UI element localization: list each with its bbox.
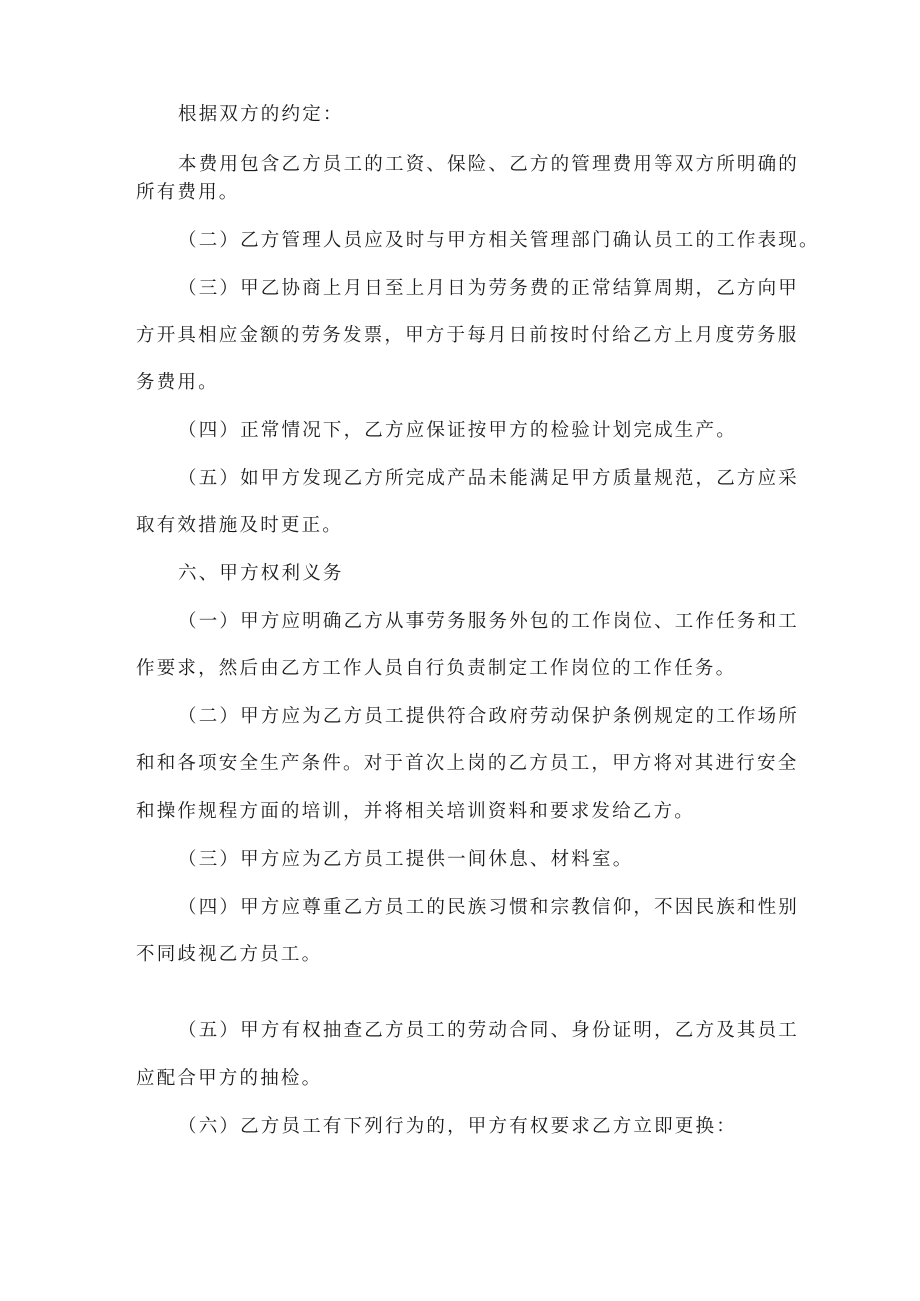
paragraph-5-line-1: （四）正常情况下，乙方应保证按甲方的检验计划完成生产。 — [178, 420, 737, 441]
paragraph-4-line-2: 方开具相应金额的劳务发票，甲方于每月日前按时付给乙方上月度劳务服 — [136, 325, 799, 346]
paragraph-9-line-1: （二）甲方应为乙方员工提供符合政府劳动保护条例规定的工作场所 — [178, 706, 800, 727]
paragraph-6-line-1: （五）如甲方发现乙方所完成产品未能满足甲方质量规范，乙方应采 — [178, 468, 800, 489]
paragraph-9-line-3: 和操作规程方面的培训，并将相关培训资料和要求发给乙方。 — [136, 801, 695, 822]
paragraph-11-line-2: 不同歧视乙方员工。 — [136, 944, 323, 965]
section-heading-six: 六、甲方权利义务 — [178, 563, 344, 584]
paragraph-2-line-1: 本费用包含乙方员工的工资、保险、乙方的管理费用等双方所明确的 — [178, 154, 800, 175]
paragraph-13-line-1: （六）乙方员工有下列行为的，甲方有权要求乙方立即更换： — [178, 1116, 737, 1137]
paragraph-4-line-1: （三）甲乙协商上月日至上月日为劳务费的正常结算周期，乙方向甲 — [178, 278, 800, 299]
paragraph-1-line-1: 根据双方的约定： — [178, 104, 344, 125]
paragraph-11-line-1: （四）甲方应尊重乙方员工的民族习惯和宗教信仰，不因民族和性别 — [178, 897, 800, 918]
paragraph-12-line-2: 应配合甲方的抽检。 — [136, 1068, 323, 1089]
paragraph-2-line-2: 所有费用。 — [136, 182, 240, 203]
paragraph-12-line-1: （五）甲方有权抽查乙方员工的劳动合同、身份证明，乙方及其员工 — [178, 1020, 800, 1041]
paragraph-4-line-3: 务费用。 — [136, 372, 219, 393]
paragraph-10-line-1: （三）甲方应为乙方员工提供一间休息、材料室。 — [178, 849, 634, 870]
paragraph-9-line-2: 和和各项安全生产条件。对于首次上岗的乙方员工，甲方将对其进行安全 — [136, 753, 799, 774]
paragraph-6-line-2: 取有效措施及时更正。 — [136, 515, 344, 536]
paragraph-8-line-2: 作要求，然后由乙方工作人员自行负责制定工作岗位的工作任务。 — [136, 658, 737, 679]
paragraph-8-line-1: （一）甲方应明确乙方从事劳务服务外包的工作岗位、工作任务和工 — [178, 611, 800, 632]
paragraph-3-line-1: （二）乙方管理人员应及时与甲方相关管理部门确认员工的工作表现。 — [178, 230, 820, 251]
